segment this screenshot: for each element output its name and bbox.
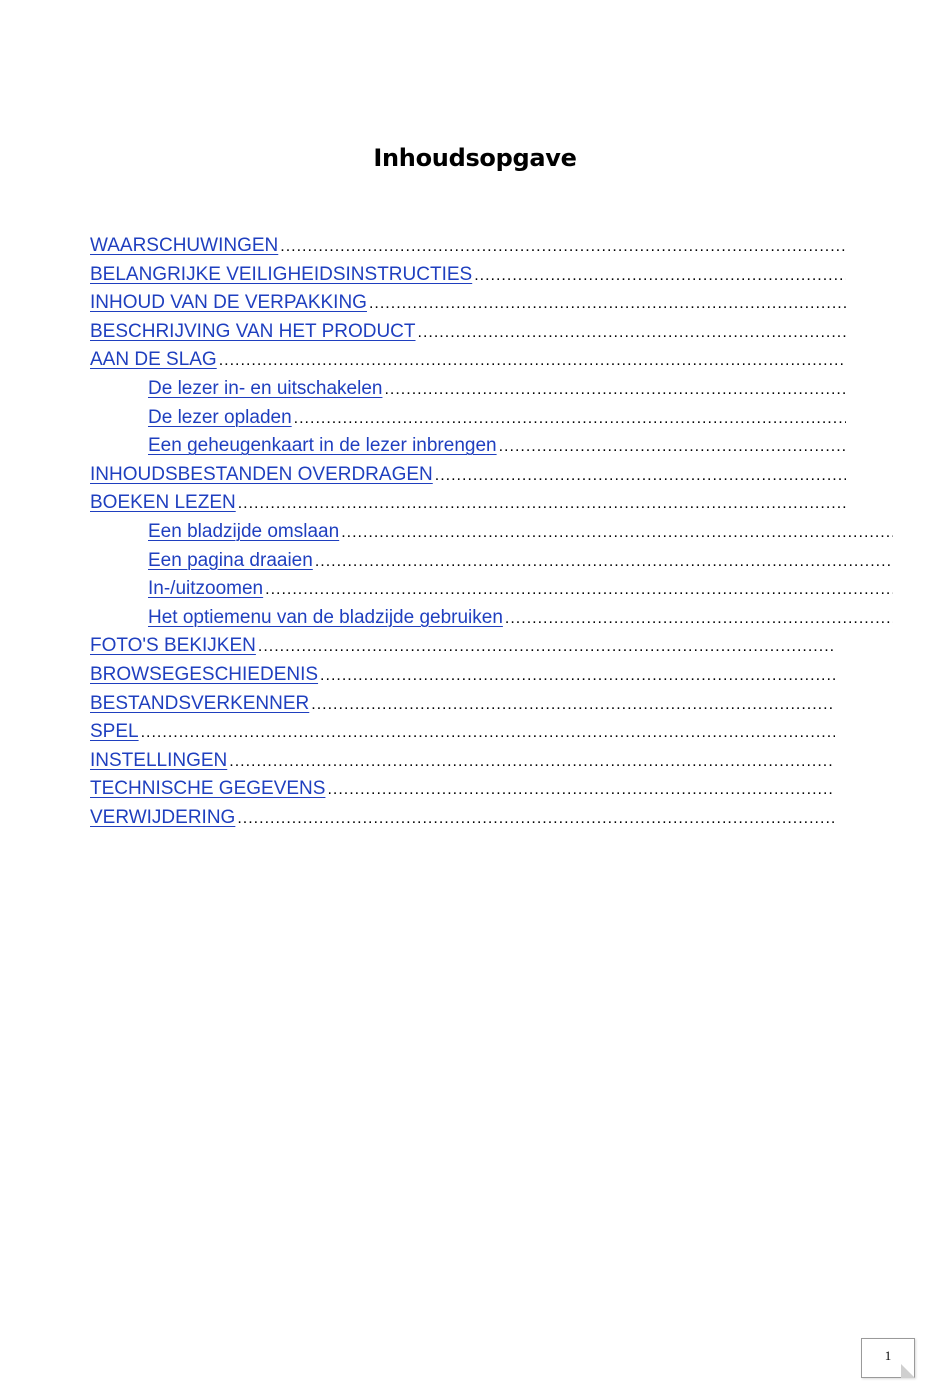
page-curl-icon <box>901 1364 915 1378</box>
toc-link-inhoudsbestanden[interactable]: INHOUDSBESTANDEN OVERDRAGEN <box>90 463 433 485</box>
dot-leader <box>237 805 835 833</box>
toc-link-browsegeschiedenis[interactable]: BROWSEGESCHIEDENIS <box>90 663 319 685</box>
dot-leader <box>369 290 846 318</box>
toc-link-geheugenkaart[interactable]: Een geheugenkaart in de lezer inbrengen <box>148 435 497 457</box>
toc-link-technische-gegevens[interactable]: TECHNISCHE GEGEVENS <box>90 778 326 800</box>
toc-entry <box>90 232 846 261</box>
dot-leader <box>141 719 835 747</box>
page-number: 1 <box>884 1348 892 1363</box>
toc-link-lezer-opladen[interactable]: De lezer opladen <box>148 406 292 428</box>
dot-leader <box>474 262 846 290</box>
toc-entry <box>90 318 846 347</box>
dot-leader <box>435 462 846 490</box>
dot-leader <box>384 376 846 404</box>
toc-link-instellingen[interactable]: INSTELLINGEN <box>90 749 228 771</box>
toc-entry <box>90 575 893 604</box>
toc-entry <box>90 747 835 776</box>
page-number-box <box>861 1338 915 1378</box>
toc-entry <box>90 375 846 404</box>
dot-leader <box>311 691 835 719</box>
toc-link-waarschuwingen[interactable]: WAARSCHUWINGEN <box>90 235 279 256</box>
dot-leader <box>219 347 846 375</box>
dot-leader <box>499 433 846 461</box>
toc-link-verwijdering[interactable]: VERWIJDERING <box>90 806 236 828</box>
toc-entry <box>90 261 846 290</box>
toc-link-lezer-schakelen[interactable]: De lezer in- en uitschakelen <box>148 377 383 399</box>
toc-link-zoomen[interactable]: In-/uitzoomen <box>148 578 264 600</box>
toc-entry <box>90 404 846 433</box>
dot-leader <box>327 776 835 804</box>
dot-leader <box>280 233 846 261</box>
dot-leader <box>341 519 893 547</box>
toc-entry <box>90 432 846 461</box>
toc-link-pagina-draaien[interactable]: Een pagina draaien <box>148 549 313 571</box>
toc-link-bestandsverkenner[interactable]: BESTANDSVERKENNER <box>90 692 310 714</box>
toc-entry <box>90 804 835 833</box>
toc-link-beschrijving-product[interactable]: BESCHRIJVING VAN HET PRODUCT <box>90 320 416 342</box>
dot-leader <box>294 405 846 433</box>
toc-link-bladzijde-omslaan[interactable]: Een bladzijde omslaan <box>148 520 340 542</box>
dot-leader <box>265 576 893 604</box>
toc-link-boeken-lezen[interactable]: BOEKEN LEZEN <box>90 492 236 514</box>
dot-leader <box>505 605 893 633</box>
toc-link-aan-de-slag[interactable]: AAN DE SLAG <box>90 349 217 371</box>
dot-leader <box>315 548 893 576</box>
toc-entry <box>90 346 846 375</box>
dot-leader <box>238 490 846 518</box>
toc-link-optiemenu[interactable]: Het optiemenu van de bladzijde gebruiken <box>148 606 503 628</box>
toc-entry <box>90 718 835 747</box>
dot-leader <box>229 748 835 776</box>
dot-leader <box>320 662 835 690</box>
toc-entry <box>90 461 846 490</box>
dot-leader <box>258 633 835 661</box>
toc-link-veiligheidsinstructies[interactable]: BELANGRIJKE VEILIGHEIDSINSTRUCTIES <box>90 263 473 285</box>
toc-link-fotos-bekijken[interactable]: FOTO'S BEKIJKEN <box>90 635 256 657</box>
toc-entry <box>90 661 835 690</box>
table-of-contents <box>90 232 846 832</box>
toc-entry <box>90 489 846 518</box>
toc-link-spel[interactable]: SPEL <box>90 721 139 743</box>
toc-link-inhoud-verpakking[interactable]: INHOUD VAN DE VERPAKKING <box>90 292 367 314</box>
toc-entry <box>90 518 893 547</box>
toc-entry <box>90 775 835 804</box>
dot-leader <box>418 319 846 347</box>
page-title: Inhoudsopgave <box>373 144 577 173</box>
toc-entry <box>90 604 893 633</box>
toc-entry <box>90 289 846 318</box>
toc-entry <box>90 632 835 661</box>
toc-entry <box>90 547 893 576</box>
toc-entry <box>90 690 835 719</box>
